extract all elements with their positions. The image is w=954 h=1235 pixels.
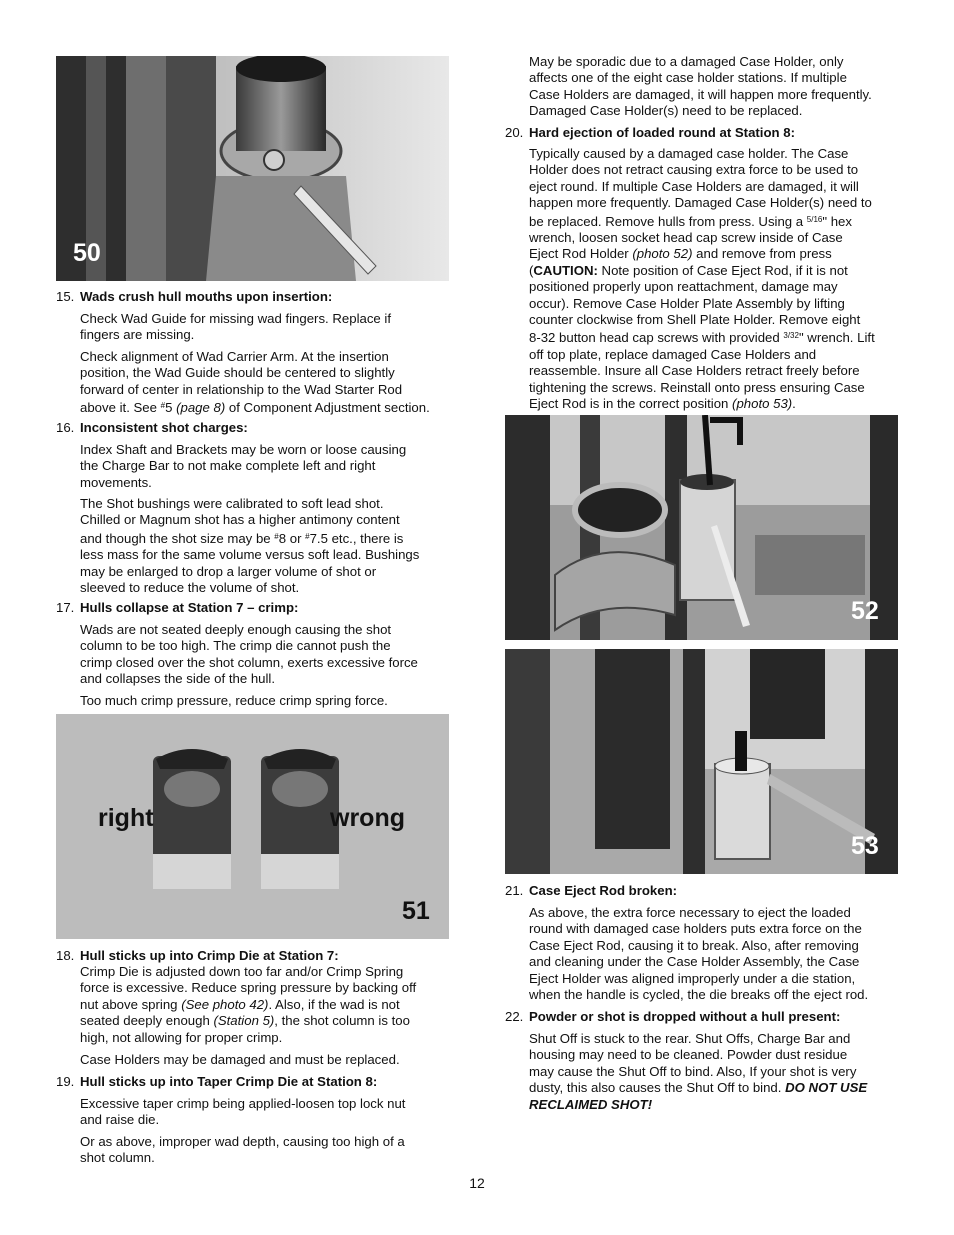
photo-51-label-wrong: wrong: [330, 804, 405, 832]
item-18-number: 18.: [56, 948, 75, 963]
item-19-para-1: Excessive taper crimp being applied-loosen top lock nut and raise die.: [80, 1096, 406, 1128]
item-21-para-1: As above, the extra force necessary to eject the loaded round with damaged case holders puts extra force on the Case Eject Rod, causing it to break. Also, after removing and cleaning under the Case Holder Assembly, the Case Eject Holder was aligned improperly under a die station, when the handle is cycled, the die breaks off the eject rod.: [529, 905, 869, 1003]
item-19-number: 19.: [56, 1074, 75, 1089]
item-17-para-2: Too much crimp pressure, reduce crimp spring force.: [80, 693, 388, 708]
item-15: [56, 289, 451, 419]
item-17: [56, 600, 451, 710]
photo-52: [505, 415, 898, 640]
item-19-para-2: Or as above, improper wad depth, causing too high of a shot column.: [80, 1134, 405, 1166]
item-17-number: 17.: [56, 600, 75, 615]
item-15-number: 15.: [56, 289, 75, 304]
photo-52-number: 52: [851, 597, 879, 625]
item-20-para-1: Typically caused by a damaged case holder. The Case Holder does not retract causing extra force to be used to eject round. If multiple Case Holders are damaged, it will happen more frequently. Damaged Case Holder(s) need to be replaced. Remove hulls from press. Using a $^{5/16}$" hex wrench, loosen socket head cap screw inside of Case Eject Rod Holder (photo 52) and remove from press (CAUTION: Note position of Case Eject Rod, if it is not positioned properly upon reattachment, damage may occur). Remove Case Holder Plate Assembly by lifting counter clockwise from Shell Plate Holder. Remove eight 8-32 button head cap screws with provided $^{3/32}$" wrench. Lift off top plate, replace damaged Case Holders and reassemble. Insure all Case Holders retract freely before tightening the screws. Reinstall onto press ensuring Case Eject Rod is in the correct position (photo 53).: [529, 146, 875, 412]
photo-51: [56, 714, 449, 939]
item-17-para-1: Wads are not seated deeply enough causing the shot column to be too high. The crimp die cannot push the crimp closed over the shot column, exerts excessive force and collapses the side of the hull.: [80, 622, 418, 687]
item-20-heading: Hard ejection of loaded round at Station 8:: [529, 125, 795, 140]
photo-51-number: 51: [402, 897, 430, 925]
item-17-heading: Hulls collapse at Station 7 – crimp:: [80, 600, 299, 615]
page-number: 12: [469, 1175, 485, 1191]
item-16-number: 16.: [56, 420, 75, 435]
item-18-heading: Hull sticks up into Crimp Die at Station 7:: [80, 948, 339, 963]
photo-51-label-right: right: [98, 804, 154, 832]
item-16-para-1: Index Shaft and Brackets may be worn or loose causing the Charge Bar to not make complete left and right movements.: [80, 442, 407, 490]
item-18-para-2: Case Holders may be damaged and must be replaced.: [80, 1052, 400, 1067]
item-15-para-2: Check alignment of Wad Carrier Arm. At the insertion position, the Wad Guide should be centered to slightly forward of center in relationship to the Wad Starter Rod above it. See #5 (page 8) of Component Adjustment section.: [80, 349, 430, 416]
item-21-number: 21.: [505, 883, 524, 898]
item-16-heading: Inconsistent shot charges:: [80, 420, 248, 435]
item-22-number: 22.: [505, 1009, 524, 1024]
item-19-heading: Hull sticks up into Taper Crimp Die at Station 8:: [80, 1074, 378, 1089]
item-18-para-1: Crimp Die is adjusted down too far and/or Crimp Spring force is excessive. Reduce spring pressure by backing off nut above spring (See photo 42). Also, if the wad is not seated deeply enough (Station 5), the shot column is too high, not allowing for proper crimp.: [80, 964, 417, 1045]
item-21: [505, 883, 925, 1008]
item-20-number: 20.: [505, 125, 524, 140]
item-15-heading: Wads crush hull mouths upon insertion:: [80, 289, 333, 304]
item-19-continued: May be sporadic due to a damaged Case Holder, only affects one of the eight case holder stations. If multiple Case Holders are damaged, it will happen more frequently. Damaged Case Holder(s) need to be replaced.: [529, 54, 872, 119]
item-19: [56, 1074, 451, 1169]
item-20: [505, 125, 925, 410]
photo-50-number: 50: [73, 239, 101, 267]
item-18: [56, 948, 451, 1073]
item-15-para-1: Check Wad Guide for missing wad fingers. Replace if fingers are missing.: [80, 311, 392, 343]
photo-53: [505, 649, 898, 874]
item-21-heading: Case Eject Rod broken:: [529, 883, 678, 898]
photo-50: [56, 56, 449, 281]
item-22-heading: Powder or shot is dropped without a hull present:: [529, 1009, 841, 1024]
item-16-para-2: The Shot bushings were calibrated to soft lead shot. Chilled or Magnum shot has a higher antimony content and though the shot size may be #8 or #7.5 etc., there is less mass for the same volume versus soft lead. Bushings may be enlarged to drop a larger volume of shot or sleeved to reduce the volume of shot.: [80, 496, 420, 596]
photo-53-number: 53: [851, 832, 879, 860]
item-22-para-1: Shut Off is stuck to the rear. Shut Offs, Charge Bar and housing may need to be cleaned. Powder dust residue may cause the Shut Off to bind. Also, If your shot is very dusty, this also causes the Shut Off to bind. DO NOT USE RECLAIMED SHOT!: [529, 1031, 868, 1112]
item-22: [505, 1009, 925, 1119]
item-16: [56, 420, 451, 600]
